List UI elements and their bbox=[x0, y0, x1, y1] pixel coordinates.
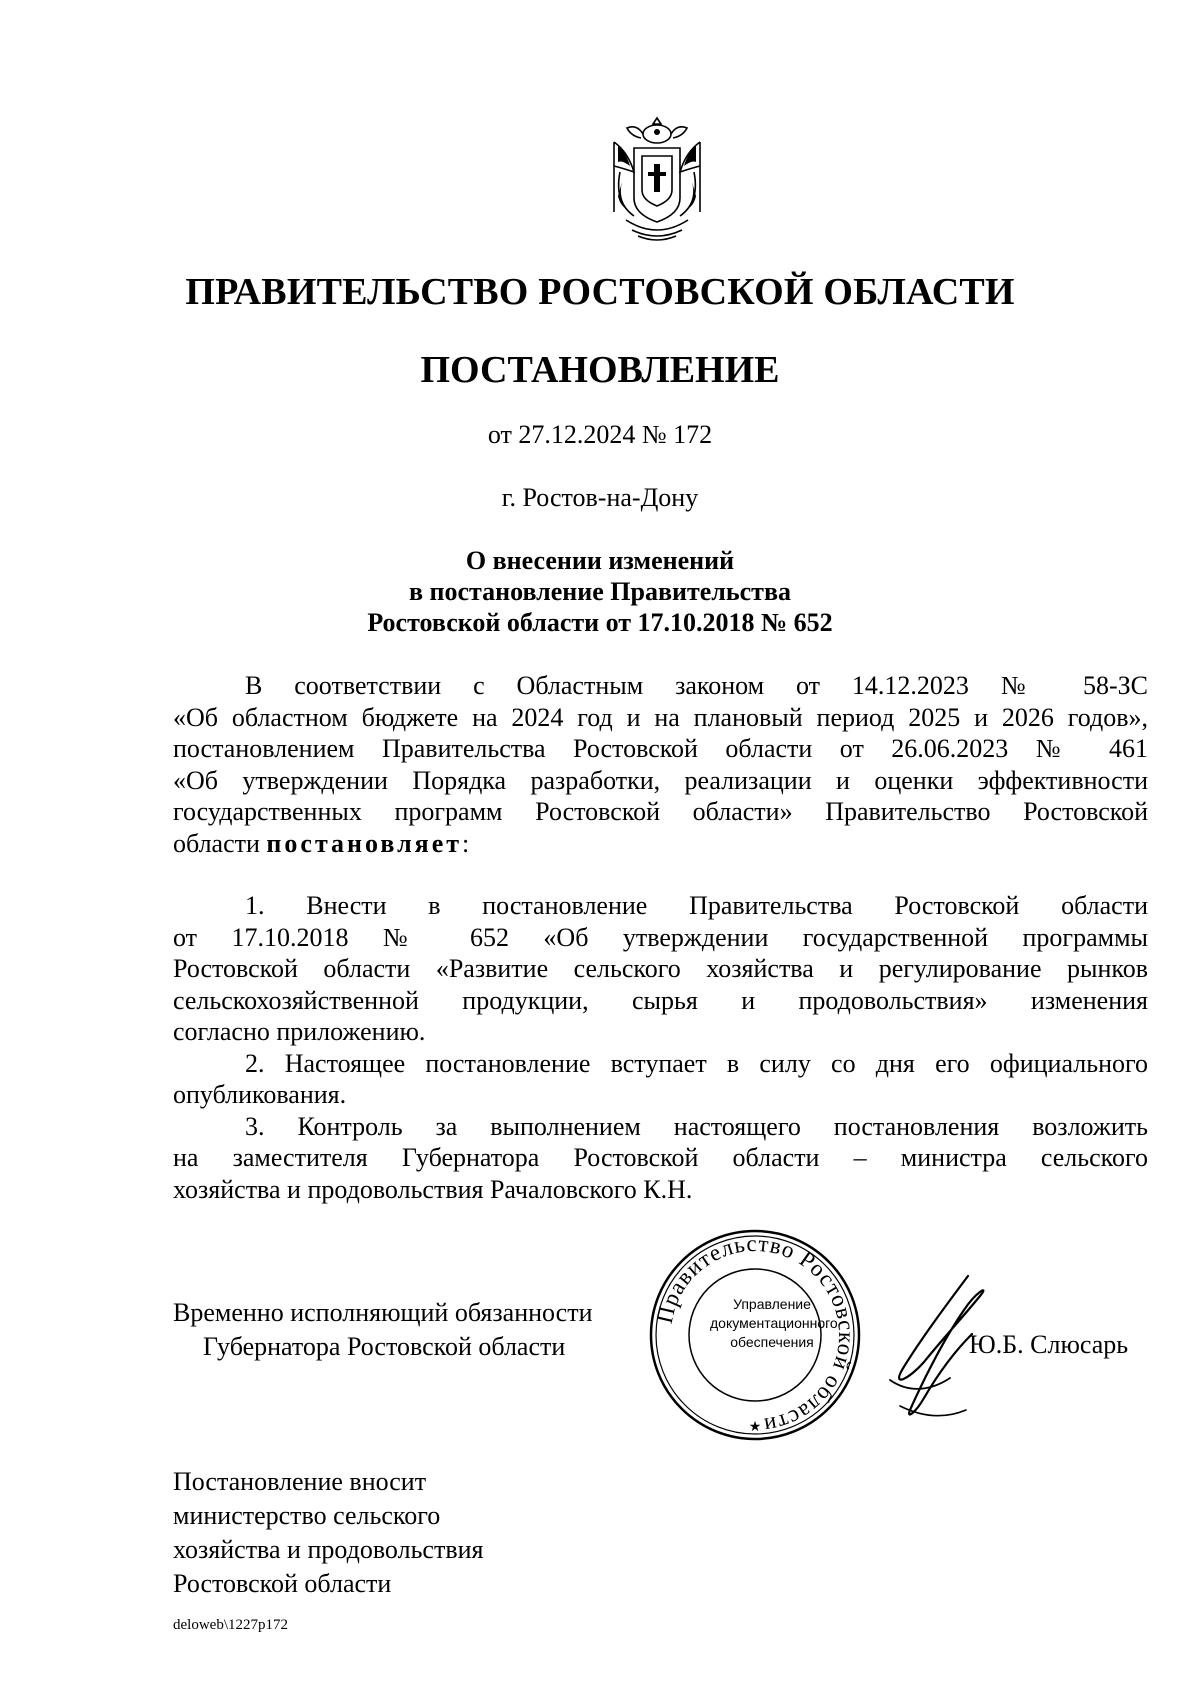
point-2-line: 2. Настоящее постановление вступает в силу со дня его официального bbox=[245, 1048, 1148, 1078]
submitted-by-line: хозяйства и продовольствия bbox=[173, 1535, 484, 1564]
seal-center-line: Управление bbox=[733, 1296, 811, 1312]
preamble-line: государственных программ Ростовской области» Правительство Ростовской bbox=[173, 797, 1148, 826]
preamble-last-suffix: : bbox=[462, 828, 470, 858]
decree-points bbox=[173, 890, 1148, 1205]
preamble-line: постановлением Правительства Ростовской области от 26.06.2023 № 461 bbox=[173, 734, 1148, 763]
preamble-line: В соответствии с Областным законом от 14.12.2023 № 58-ЗС bbox=[245, 671, 1148, 700]
document-type-title: ПОСТАНОВЛЕНИЕ bbox=[420, 349, 780, 391]
signatory-position bbox=[173, 1296, 593, 1364]
decree-city: г. Ростов-на-Дону bbox=[501, 483, 699, 512]
submitted-by-line: Постановление вносит bbox=[173, 1467, 427, 1496]
signatory-name: Ю.Б. Слюсарь bbox=[969, 1330, 1129, 1359]
point-3-line: на заместителя Губернатора Ростовской области – министра сельского bbox=[173, 1143, 1148, 1172]
preamble-line: «Об утверждении Порядка разработки, реализации и оценки эффективности bbox=[173, 765, 1148, 795]
point-2-line: опубликования. bbox=[173, 1080, 347, 1109]
point-1-line: сельскохозяйственной продукции, сырья и продовольствия» изменения bbox=[173, 985, 1148, 1015]
point-1-line: 1. Внести в постановление Правительства Ростовской области bbox=[245, 891, 1148, 920]
government-title: ПРАВИТЕЛЬСТВО РОСТОВСКОЙ ОБЛАСТИ bbox=[185, 271, 1015, 313]
point-3-line: 3. Контроль за выполнением настоящего постановления возложить bbox=[245, 1111, 1148, 1141]
seal-center-line: документационного bbox=[710, 1315, 838, 1331]
subject-line: в постановление Правительства bbox=[408, 577, 791, 606]
preamble-paragraph bbox=[173, 670, 1148, 859]
decree-subject bbox=[0, 545, 1200, 638]
preamble-last-prefix: области bbox=[173, 828, 267, 858]
seal-center-text bbox=[710, 1295, 838, 1352]
decree-date-number: от 27.12.2024 № 172 bbox=[487, 420, 713, 449]
position-line-1: Временно исполняющий обязанности bbox=[173, 1298, 593, 1327]
submitted-by-line: Ростовской области bbox=[173, 1569, 392, 1598]
coat-of-arms-emblem bbox=[598, 112, 716, 244]
preamble-line: «Об областном бюджете на 2024 год и на плановый период 2025 и 2026 годов», bbox=[173, 702, 1148, 732]
resolves-word: постановляет bbox=[266, 828, 463, 858]
point-1-line: согласно приложению. bbox=[173, 1017, 426, 1046]
position-line-2: Губернатора Ростовской области bbox=[203, 1332, 566, 1361]
point-1-line: Ростовской области «Развитие сельского хозяйства и регулирование рынков bbox=[173, 954, 1148, 983]
subject-line: Ростовской области от 17.10.2018 № 652 bbox=[367, 608, 833, 637]
preamble-last-line bbox=[173, 828, 1148, 860]
seal-center-line: обеспечения bbox=[730, 1334, 814, 1350]
document-file-code: deloweb\1227p172 bbox=[173, 1617, 288, 1633]
submitted-by-block bbox=[173, 1465, 483, 1601]
seal-star-icon: ★ bbox=[748, 1419, 762, 1435]
point-1-line: от 17.10.2018 № 652 «Об утверждении государственной программы bbox=[173, 922, 1148, 952]
submitted-by-line: министерство сельского bbox=[173, 1501, 441, 1530]
subject-line: О внесении изменений bbox=[465, 546, 735, 575]
seal-ring-text: Правительство Ростовской области bbox=[651, 1230, 860, 1439]
point-3-line: хозяйства и продовольствия Рачаловского К.Н. bbox=[173, 1174, 693, 1204]
